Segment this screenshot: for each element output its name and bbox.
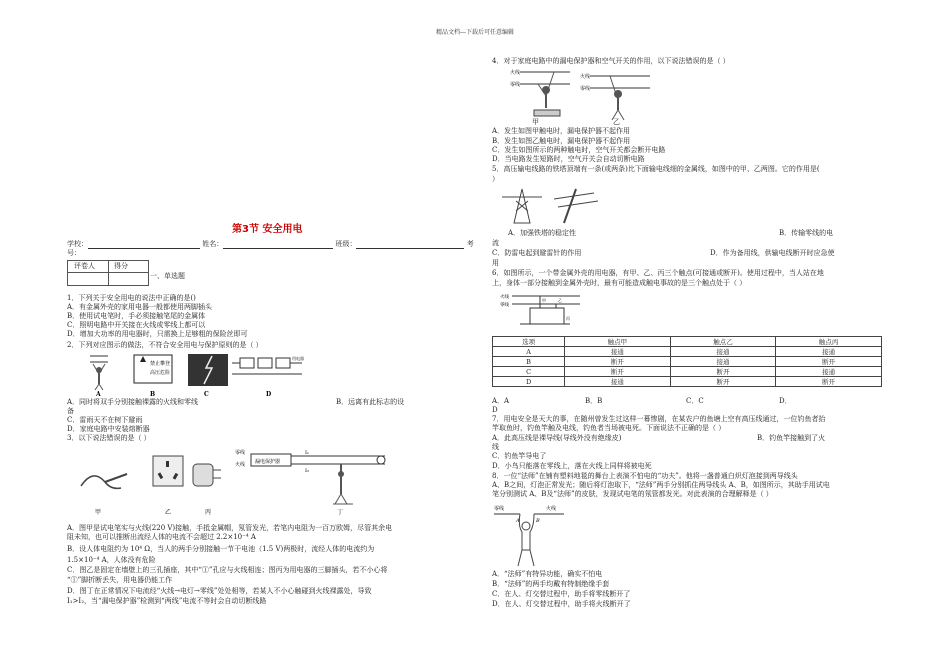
- q2-fig-c-lightning: [188, 354, 228, 386]
- q8-fire-wire: 火线: [546, 506, 557, 512]
- q6-answer-c: C．C: [686, 397, 704, 405]
- q3-label-ding: 丁: [337, 509, 344, 516]
- q2-label-d: D: [266, 391, 272, 398]
- q8-option-a: A．“法师”有特异功能，确实不怕电: [492, 570, 603, 578]
- q4-option-d: D．当电路发生短路时，空气开关会自动切断电路: [492, 155, 645, 163]
- q5-figure: [494, 185, 604, 225]
- q2-fig-a: [90, 356, 108, 390]
- table-row: [493, 367, 882, 377]
- q4-option-a: A．发生如图甲触电时，漏电保护器不起作用: [492, 127, 631, 135]
- table-header: 触点乙: [670, 337, 776, 347]
- q6-answer-a: A．A: [492, 397, 510, 405]
- q6-yi: 乙: [558, 298, 562, 303]
- sign-text-1: 禁止攀登: [150, 361, 171, 367]
- q8-stem-cont: A、B之间，灯泡正常发光；随后将灯泡取下，“法师”两手分别抓住两导线头 A、B，如图所示，其助手用试电: [492, 481, 830, 489]
- q3-option-d: D．图丁在正常情况下电流经“火线→电灯→零线”处处相等，若某人不小心触碰到火线裸露处，导致: [67, 587, 372, 595]
- q1-option-d: D．增加大功率的用电器时，只需换上足够粗的保险丝即可: [67, 330, 248, 338]
- reviewer-label: 评卷人: [74, 262, 95, 270]
- table-header-row: [493, 337, 882, 347]
- table-cell: 接通: [565, 347, 671, 357]
- q6-stem: 6．如图所示，一个带金属外壳的用电器，有甲、乙、丙三个触点(可接通或断开)。使用过程中，当人站在地: [492, 269, 824, 277]
- q3-option-a: A．图甲是试电笔实与火线(220 V)接触，手抵金属帽，氖管发光，若笔内电阻为一百万欧姆，尽管其余电: [67, 524, 393, 532]
- q5-tower-jia: [502, 189, 542, 223]
- q1-option-a: A．有金属外壳的家用电器一般都使用两脚插头: [67, 303, 213, 311]
- q7-option-b-cont: 线: [492, 443, 499, 451]
- q8-zero-wire: 零线: [494, 506, 505, 512]
- q2-option-c: C．雷雨天不在树下避雨: [67, 416, 143, 424]
- q4-zero-label-2: 零线: [580, 86, 591, 92]
- q2-stem: 2．下列对应图示的做法，不符合安全用电与保护原则的是（ ）: [67, 341, 263, 349]
- table-cell: 断开: [776, 357, 882, 367]
- q6-jia: 甲: [542, 298, 546, 303]
- table-header: 触点丙: [776, 337, 882, 347]
- q4-option-c: C．发生如图所示的两种触电时，空气开关都会断开电路: [492, 146, 666, 154]
- q6-answer-d-cont: D: [492, 406, 498, 414]
- q3-option-c: C．图乙是固定在墙壁上的三孔插座，其中“①”孔应与火线相连；图丙为用电器的三脚插头，若不小心将: [67, 566, 388, 574]
- q8-point-b: B: [536, 518, 540, 524]
- q7-option-c: C．钓鱼竿导电了: [492, 452, 547, 460]
- q3-fig-pen: [81, 474, 127, 488]
- table-cell: 断开: [670, 367, 776, 377]
- q3-fire-wire: 火线: [235, 462, 246, 468]
- q7-stem: 7．用电安全是天大的事，在随州曾发生过这样一幕惨剧，在某农户的鱼塘上空有高压线通过，一位钓鱼者抬: [492, 415, 826, 423]
- table-cell: A: [493, 347, 565, 357]
- table-cell: 接通: [670, 347, 776, 357]
- sign-text-2: 高压危险: [150, 370, 171, 376]
- q8-stem-cont2: 笔分别测试 A、B及“法师”的皮肤，发现试电笔的氖管都发光。对此表演的合理解释是（ ）: [492, 490, 773, 498]
- q3-label-jia: 甲: [95, 509, 102, 516]
- q6-zero: 零线: [500, 303, 509, 308]
- q1-option-b: B．使用试电笔时，手必须接触笔尾的金属体: [67, 312, 206, 320]
- q3-fig-plug: [193, 464, 221, 486]
- q2-label-a: A: [96, 391, 101, 398]
- table-cell: 接通: [670, 357, 776, 367]
- info-line: [67, 240, 474, 249]
- q3-option-b-cont: 1.5×10⁻⁴ A，人体没有危险: [67, 556, 156, 564]
- q3-fig-socket: [153, 456, 183, 486]
- q3-label-bing: 丙: [205, 509, 212, 516]
- table-cell: 接通: [776, 347, 882, 357]
- table-cell: 断开: [565, 357, 671, 367]
- q6-answer-b: B．B: [585, 397, 603, 405]
- q5-option-a: A．加强铁塔的稳定性: [508, 229, 577, 237]
- q6-bing: 丙: [566, 316, 570, 321]
- q2-label-c: C: [204, 391, 209, 398]
- q3-protector: 漏电保护器: [255, 459, 281, 465]
- q4-label-yi: 乙: [613, 118, 620, 126]
- q5-tower-yi: [554, 189, 598, 223]
- q7-option-b: B．钓鱼竿接触到了火: [757, 434, 826, 442]
- q3-stem: 3．以下说法错误的是（ ）: [67, 434, 151, 442]
- q5-option-b: B．传输零线的电: [779, 229, 834, 237]
- q2-figure: [80, 352, 320, 398]
- num-label: 号：: [67, 249, 81, 257]
- class-label: 班级：: [335, 240, 357, 248]
- q8-option-b: B．“法师”的两手均戴有特制绝缘手套: [492, 580, 610, 588]
- q5-option-d-cont: 用: [492, 259, 499, 267]
- q3-option-b: B．设人体电阻约为 10⁴ Ω，当人的两手分别接触一节干电池（1.5 V)两极时，流经人体的电流约为: [67, 545, 375, 553]
- q4-label-jia: 甲: [532, 118, 539, 126]
- q4-figure: [510, 66, 650, 124]
- score-box: [67, 260, 149, 286]
- q3-option-a-cont: 阻未知，也可以推断出流经人体的电流不会超过 2.2×10⁻⁴ A: [67, 533, 256, 541]
- table-cell: C: [493, 367, 565, 377]
- q3-i2: I₂: [305, 468, 309, 474]
- q7-stem-cont: 竿取鱼时，钓鱼竿触及电线，钓鱼者当场被电死。下面说法不正确的是（ ）: [492, 424, 726, 432]
- q3-i1: I₁: [305, 450, 309, 456]
- q8-figure: [494, 502, 564, 568]
- q1-stem: 1．下列关于安全用电的说法中正确的是(): [67, 294, 196, 302]
- q2-option-b-cont: 备: [67, 407, 74, 415]
- q2-fig-b-sign: [134, 355, 172, 383]
- q6-stem-cont: 上，身体一部分接触到金属外壳时，最有可能造成触电事故的是三个触点处于（ ）: [492, 279, 747, 287]
- q6-options-table: [492, 336, 882, 387]
- q6-fire: 火线: [500, 295, 509, 300]
- section-heading: 一、单选题: [150, 272, 185, 280]
- table-cell: 断开: [776, 377, 882, 387]
- table-row: [493, 377, 882, 387]
- table-header: 选项: [493, 337, 565, 347]
- q2-fig-d-circuit: [232, 355, 304, 374]
- table-cell: 接通: [565, 377, 671, 387]
- q3-label-yi: 乙: [165, 509, 172, 516]
- table-header: 触点甲: [565, 337, 671, 347]
- q3-figure: [75, 446, 435, 516]
- table-row: [493, 357, 882, 367]
- page-title: 第3节 安全用电: [232, 224, 303, 235]
- circuit-label: 用电器: [292, 356, 304, 361]
- q2-label-b: B: [150, 391, 156, 398]
- page-header: 精品文档---下载后可任意编辑: [435, 29, 515, 36]
- q3-zero-wire: 零线: [235, 450, 246, 456]
- q4-option-b: B．发生如图乙触电时，漏电保护器不起作用: [492, 137, 631, 145]
- q4-fire-label-2: 火线: [580, 74, 591, 80]
- q3-fig-circuit: [235, 449, 385, 504]
- q5-option-b-cont: 流: [492, 239, 499, 247]
- q3-option-c-cont: “①”脚折断丢失，用电器仍能工作: [67, 576, 173, 584]
- q7-option-d: D．小鸟只能落在零线上，落在火线上同样将被电死: [492, 462, 652, 470]
- table-row: [493, 347, 882, 357]
- q8-stem: 8．一位“法师”在铺有塑料地毯的舞台上表演不怕电的“功夫”。他将一盏普通白炽灯泡接到两导线头: [492, 472, 798, 480]
- table-cell: D: [493, 377, 565, 387]
- q6-figure: [500, 290, 590, 332]
- q1-option-c: C．照明电路中开关接在火线或零线上都可以: [67, 321, 206, 329]
- q5-stem-cont: ）: [492, 175, 499, 183]
- exam-label: 考: [466, 240, 474, 248]
- q2-option-a: A．同时将双手分别接触裸露的火线和零线: [67, 398, 199, 406]
- q2-option-d: D．家庭电路中安装熔断器: [67, 425, 150, 433]
- q3-option-d-cont: I₁>I₂，当“漏电保护器”检测到“两线”电流不等时会自动切断线路: [67, 597, 267, 605]
- q4-zero-label: 零线: [510, 82, 521, 88]
- q8-option-d: D．在人、灯交替过程中，助手将火线断开了: [492, 600, 631, 608]
- score-label: 得分: [114, 262, 128, 270]
- q5-stem: 5．高压输电线路的铁塔顶端有一条(或两条)比下面输电线细的金属线，如图中的甲、乙两图。它的作用是(: [492, 165, 820, 173]
- q8-point-a: A: [516, 518, 520, 524]
- q4-stem: 4．对于家庭电路中的漏电保护器和空气开关的作用，以下说法错误的是（ ）: [492, 57, 730, 65]
- table-cell: B: [493, 357, 565, 367]
- table-cell: 断开: [670, 377, 776, 387]
- q5-option-d: D．作为备用线，供输电线断开时应急使: [710, 249, 835, 257]
- q8-option-c: C．在人、灯交替过程中，助手将零线断开了: [492, 590, 631, 598]
- q5-option-c: C．防雷电起到避雷针的作用: [492, 249, 582, 257]
- q2-option-b: B．远离有此标志的设: [336, 398, 405, 406]
- name-label: 姓名：: [202, 240, 224, 248]
- q6-answer-d: D．: [779, 397, 792, 405]
- table-cell: 接通: [776, 367, 882, 377]
- q4-fire-label: 火线: [510, 70, 521, 76]
- q7-option-a: A．此高压线是裸导线(导线外没有绝缘皮): [492, 434, 622, 442]
- table-cell: 断开: [565, 367, 671, 377]
- school-label: 学校：: [67, 240, 88, 248]
